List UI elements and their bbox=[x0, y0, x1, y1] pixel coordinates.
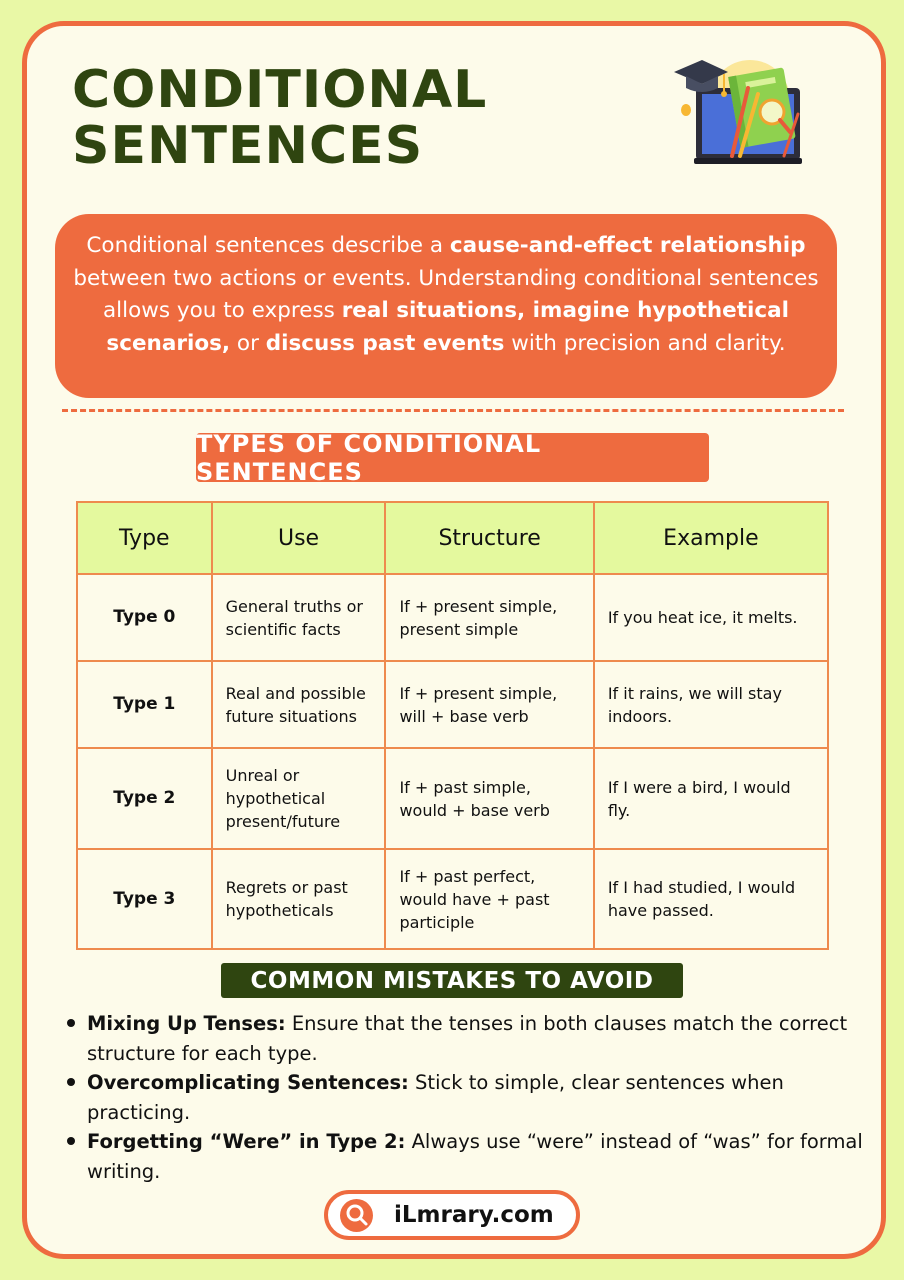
cell-structure: If + past perfect, would have + past participle bbox=[385, 849, 593, 949]
cell-type: Type 2 bbox=[77, 748, 212, 849]
dashed-divider bbox=[62, 409, 844, 412]
cell-use: Real and possible future situations bbox=[212, 661, 386, 748]
cell-use: General truths or scientific facts bbox=[212, 574, 386, 661]
cell-example: If I were a bird, I would fly. bbox=[594, 748, 828, 849]
cell-structure: If + present simple, will + base verb bbox=[385, 661, 593, 748]
mistakes-heading: COMMON MISTAKES TO AVOID bbox=[221, 963, 683, 998]
conditionals-table bbox=[76, 501, 829, 950]
types-heading: TYPES OF CONDITIONAL SENTENCES bbox=[196, 433, 709, 482]
graduation-cap-notebook-pencils-icon bbox=[672, 52, 812, 172]
mistakes-list bbox=[64, 1009, 864, 1186]
intro-paragraph bbox=[55, 214, 837, 398]
cell-structure: If + past simple, would + base verb bbox=[385, 748, 593, 849]
cell-example: If it rains, we will stay indoors. bbox=[594, 661, 828, 748]
intro-text-4: with precision and clarity. bbox=[504, 330, 786, 356]
bullet-icon bbox=[67, 1137, 75, 1145]
title-line-2: SENTENCES bbox=[72, 116, 424, 176]
bullet-icon bbox=[67, 1078, 75, 1086]
intro-text-2: between two actions or events. Understanding conditional sentences allows you to express bbox=[73, 265, 819, 323]
mistake-term: Forgetting “Were” in Type 2: bbox=[87, 1130, 406, 1153]
cell-example: If you heat ice, it melts. bbox=[594, 574, 828, 661]
cell-type: Type 1 bbox=[77, 661, 212, 748]
intro-bold-3: discuss past events bbox=[265, 330, 505, 356]
brand-link[interactable] bbox=[324, 1190, 580, 1240]
table-row bbox=[77, 661, 828, 748]
intro-bold-2: real situations, imagine hypothetical scenarios, bbox=[106, 298, 790, 356]
intro-text-3: or bbox=[230, 330, 266, 356]
mistake-text: Stick to simple, clear sentences when practicing. bbox=[87, 1071, 784, 1124]
brand-name: iLmrary.com bbox=[394, 1202, 554, 1228]
intro-bold-1: cause-and-effect relationship bbox=[449, 233, 806, 258]
table-header-row bbox=[77, 502, 828, 574]
cell-example: If I had studied, I would have passed. bbox=[594, 849, 828, 949]
mistake-text: Always use “were” instead of “was” for formal writing. bbox=[87, 1130, 863, 1183]
page-title bbox=[72, 62, 487, 174]
intro-text-1: Conditional sentences describe a bbox=[86, 233, 450, 258]
list-item bbox=[64, 1009, 864, 1068]
title-line-1: CONDITIONAL bbox=[72, 60, 488, 120]
search-magnifier-icon bbox=[340, 1199, 373, 1232]
table-row bbox=[77, 574, 828, 661]
cell-use: Unreal or hypothetical present/future bbox=[212, 748, 386, 849]
bullet-icon bbox=[67, 1019, 75, 1027]
mistake-term: Mixing Up Tenses: bbox=[87, 1012, 286, 1035]
cell-type: Type 3 bbox=[77, 849, 212, 949]
header-example: Example bbox=[594, 502, 828, 574]
table-row bbox=[77, 748, 828, 849]
mistake-text: Ensure that the tenses in both clauses match the correct structure for each type. bbox=[87, 1012, 848, 1065]
header-structure: Structure bbox=[385, 502, 593, 574]
table-row bbox=[77, 849, 828, 949]
header-use: Use bbox=[212, 502, 386, 574]
mistake-term: Overcomplicating Sentences: bbox=[87, 1071, 409, 1094]
list-item bbox=[64, 1068, 864, 1127]
header-type: Type bbox=[77, 502, 212, 574]
cell-structure: If + present simple, present simple bbox=[385, 574, 593, 661]
list-item bbox=[64, 1127, 864, 1186]
cell-type: Type 0 bbox=[77, 574, 212, 661]
cell-use: Regrets or past hypotheticals bbox=[212, 849, 386, 949]
